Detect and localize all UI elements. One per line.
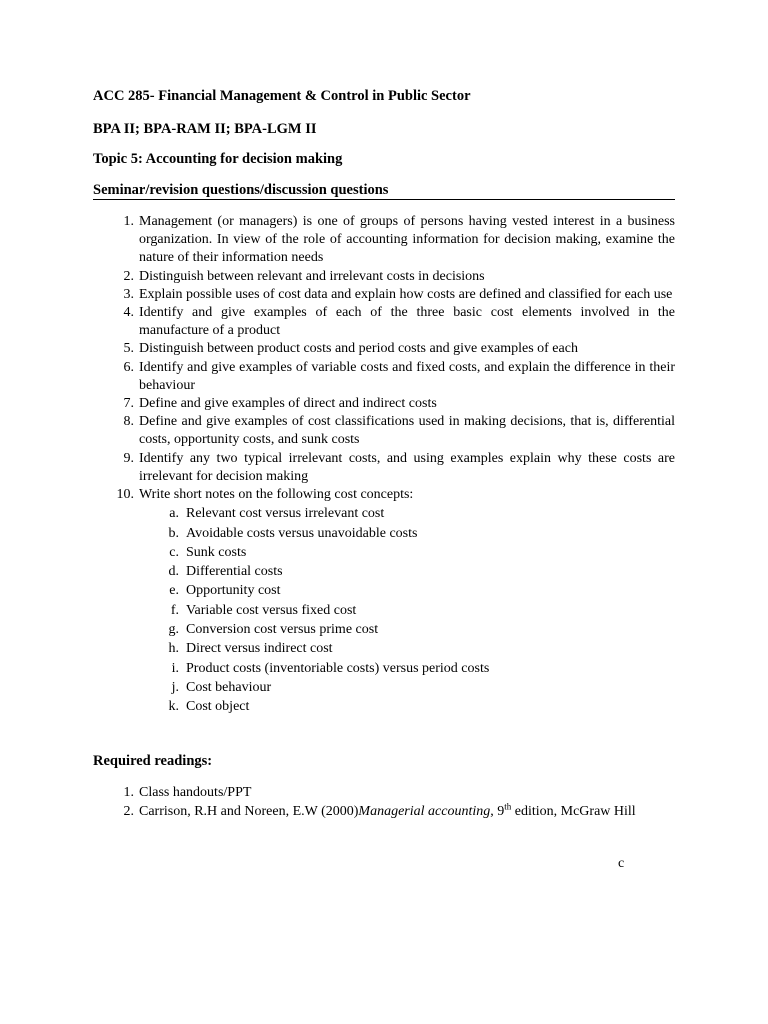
- section-underline: [93, 199, 675, 200]
- concept-letter: f.: [170, 602, 179, 618]
- question-number: 7.: [123, 396, 134, 412]
- question-item: [93, 450, 675, 486]
- question-text: Define and give examples of direct and indirect costs: [139, 396, 437, 412]
- question-item: [93, 395, 675, 413]
- concept-letter: b.: [168, 525, 179, 541]
- concept-text: Opportunity cost: [186, 583, 281, 599]
- reading-publisher: edition, McGraw Hill: [511, 804, 636, 819]
- question-text: Distinguish between relevant and irrelevant costs in decisions: [139, 268, 485, 284]
- reading-item: [93, 802, 675, 821]
- question-item: [93, 286, 675, 304]
- concept-text: Product costs (inventoriable costs) versus period costs: [186, 660, 490, 676]
- question-item: [93, 268, 675, 286]
- reading-edition-suffix: th: [504, 801, 512, 812]
- concept-item: [139, 639, 675, 658]
- concept-text: Avoidable costs versus unavoidable costs: [186, 525, 418, 541]
- concept-text: Direct versus indirect cost: [186, 641, 333, 657]
- question-item: [93, 413, 675, 449]
- concept-letter: j.: [171, 679, 179, 695]
- question-text: Identify and give examples of each of the three basic cost elements involved in the manufacture of a product: [139, 305, 675, 339]
- concept-letter: i.: [171, 660, 179, 676]
- question-number: 4.: [123, 305, 134, 321]
- concept-letter: k.: [168, 699, 179, 715]
- course-title: ACC 285- Financial Management & Control in Public Sector: [93, 88, 471, 104]
- question-text: Identify any two typical irrelevant costs, and using examples explain why these costs are irrelevant for decision making: [139, 450, 675, 484]
- concept-letter: g.: [168, 622, 179, 638]
- concept-item: [139, 562, 675, 581]
- footer-mark: c: [618, 856, 625, 871]
- concept-text: Relevant cost versus irrelevant cost: [186, 506, 385, 522]
- question-text: Define and give examples of cost classifications used in making decisions, that is, differential costs, opportunity costs, and sunk costs: [139, 414, 675, 448]
- concept-item: [139, 697, 675, 716]
- concept-text: Cost behaviour: [186, 679, 272, 695]
- concept-item: [139, 543, 675, 562]
- question-number: 6.: [123, 359, 134, 375]
- question-list: [93, 213, 675, 717]
- concept-text: Variable cost versus fixed cost: [186, 602, 357, 618]
- concept-item: [139, 678, 675, 697]
- question-item: [93, 304, 675, 340]
- reading-authors: Carrison, R.H and Noreen, E.W (2000): [139, 804, 359, 819]
- concept-letter: d.: [168, 564, 179, 580]
- concept-item: [139, 504, 675, 523]
- concept-letter: e.: [169, 583, 179, 599]
- question-number: 2.: [123, 268, 134, 284]
- question-text: Distinguish between product costs and period costs and give examples of each: [139, 341, 578, 357]
- concept-letter: a.: [169, 506, 179, 522]
- question-item: [93, 340, 675, 358]
- question-item: [93, 213, 675, 268]
- concept-letter: c.: [169, 544, 179, 560]
- topic-title: Topic 5: Accounting for decision making: [93, 151, 343, 167]
- reading-edition-number: , 9: [490, 804, 505, 819]
- concept-item: [139, 659, 675, 678]
- concept-item: [139, 620, 675, 639]
- concept-item: [139, 581, 675, 600]
- question-item: [93, 486, 675, 716]
- question-number: 8.: [123, 414, 134, 430]
- cost-concept-list: [139, 504, 675, 716]
- concept-item: [139, 601, 675, 620]
- question-item: [93, 359, 675, 395]
- readings-list: [93, 783, 675, 821]
- reading-number: 2.: [123, 804, 134, 819]
- question-number: 10.: [116, 487, 134, 503]
- concept-letter: h.: [168, 641, 179, 657]
- concept-text: Conversion cost versus prime cost: [186, 622, 379, 638]
- question-text: Explain possible uses of cost data and explain how costs are defined and classified for each use: [139, 286, 673, 302]
- reading-item: [93, 783, 675, 802]
- concept-item: [139, 524, 675, 543]
- section-heading: Seminar/revision questions/discussion questions: [93, 182, 389, 198]
- question-number: 3.: [123, 286, 134, 302]
- question-text: Management (or managers) is one of groups of persons having vested interest in a business organization. In view of the role of accounting information for decision making, examine the nature of their information needs: [139, 214, 675, 266]
- question-text: Identify and give examples of variable costs and fixed costs, and explain the difference in their behaviour: [139, 359, 675, 393]
- concept-text: Cost object: [186, 699, 250, 715]
- question-number: 9.: [123, 450, 134, 466]
- reading-number: 1.: [123, 785, 134, 800]
- reading-book-title: Managerial accounting: [358, 804, 491, 819]
- readings-heading: Required readings:: [93, 753, 213, 769]
- concept-text: Differential costs: [186, 564, 283, 580]
- reading-text: Class handouts/PPT: [139, 785, 252, 800]
- question-number: 1.: [123, 214, 134, 229]
- question-number: 5.: [123, 341, 134, 357]
- program-list: BPA II; BPA-RAM II; BPA-LGM II: [93, 121, 317, 137]
- concept-text: Sunk costs: [186, 544, 247, 560]
- question-text: Write short notes on the following cost concepts:: [139, 487, 414, 503]
